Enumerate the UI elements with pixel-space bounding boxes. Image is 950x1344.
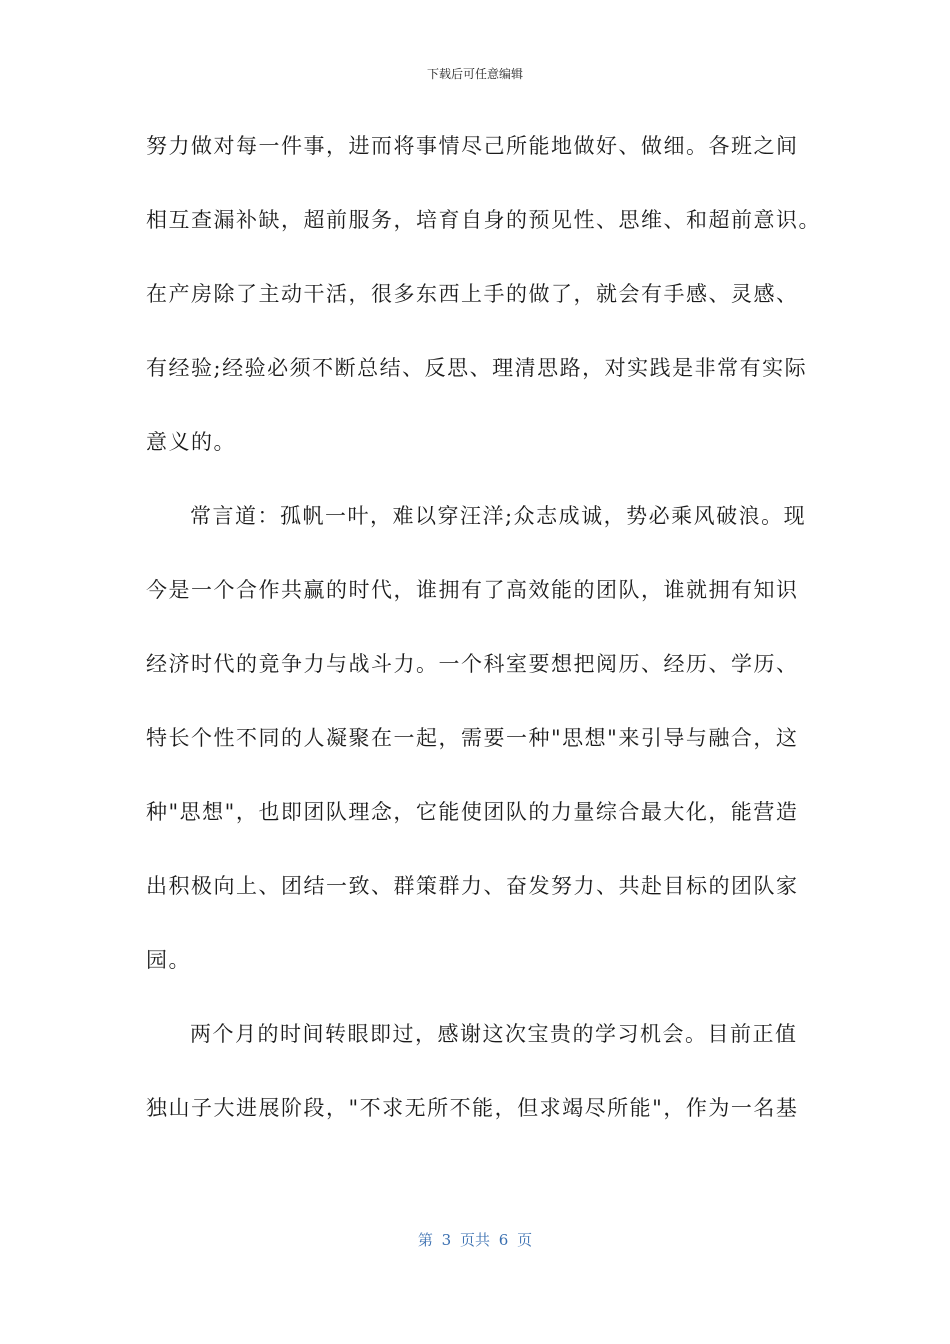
body-line: 在产房除了主动干活，很多东西上手的做了，就会有手感、灵感、: [146, 282, 799, 306]
body-line: 特长个性不同的人凝聚在一起，需要一种"思想"来引导与融合，这: [146, 726, 799, 750]
body-line: 种"思想"，也即团队理念，它能使团队的力量综合最大化，能营造: [146, 800, 799, 824]
body-line: 意义的。: [146, 430, 236, 454]
body-line: 今是一个合作共赢的时代，谁拥有了高效能的团队，谁就拥有知识: [146, 578, 799, 602]
body-line: 相互查漏补缺，超前服务，培育自身的预见性、思维、和超前意识。: [146, 208, 821, 232]
body-line-paragraph-start: 两个月的时间转眼即过，感谢这次宝贵的学习机会。目前正值: [190, 1022, 798, 1046]
body-line: 努力做对每一件事，进而将事情尽己所能地做好、做细。各班之间: [146, 134, 799, 158]
body-line: 出积极向上、团结一致、群策群力、奋发努力、共赴目标的团队家: [146, 874, 799, 898]
body-line-paragraph-start: 常言道：孤帆一叶，难以穿汪洋;众志成诚，势必乘风破浪。现: [190, 504, 807, 528]
body-line: 经济时代的竟争力与战斗力。一个科室要想把阅历、经历、学历、: [146, 652, 799, 676]
document-body: [146, 126, 821, 1162]
body-line: 独山子大进展阶段，"不求无所不能，但求竭尽所能"，作为一名基: [146, 1096, 799, 1120]
page-number-footer: 第 3 页共 6 页: [417, 1231, 533, 1249]
body-line: 有经验;经验必须不断总结、反思、理清思路，对实践是非常有实际: [146, 356, 808, 380]
page-header-note: 下载后可任意编辑: [426, 67, 523, 81]
body-line: 园。: [146, 948, 191, 972]
